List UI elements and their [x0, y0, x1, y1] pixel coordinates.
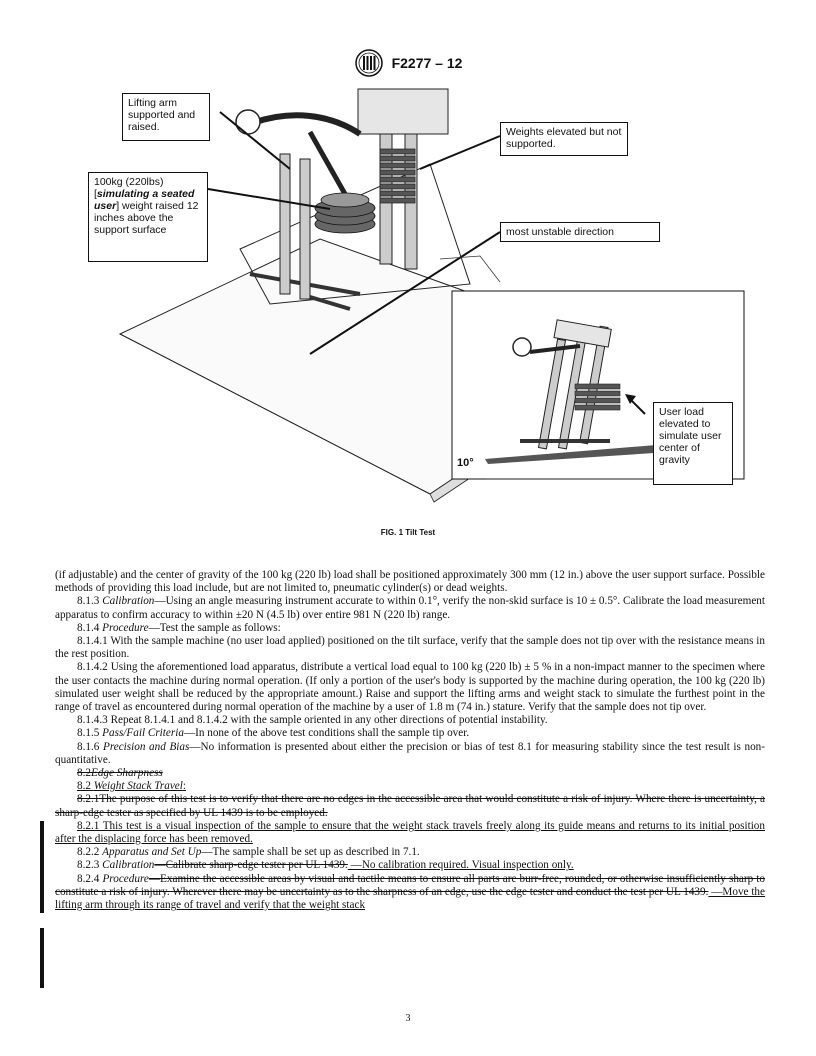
paragraph: 8.2.3 Calibration—Calibrate sharp-edge tester per UL 1439. —No calibration required. Visual inspection only. — [77, 859, 574, 872]
document-id: F2277 – 12 — [391, 55, 463, 71]
paragraph: 8.1.3 Calibration—Using an angle measuring instrument accurate to within 0.1°, verify the non-skid surface is 10 ± 0.5°. Calibrate the load measurement apparatus to confirm accuracy to within ±20 N (4.5 lb) over entire 981 N (220 lb) range. — [55, 595, 765, 621]
paragraph: 8.1.4.3 Repeat 8.1.4.1 and 8.1.4.2 with the sample oriented in any other directions of potential instability. — [77, 714, 548, 727]
page-header — [0, 48, 816, 83]
figure-caption: FIG. 1 Tilt Test — [380, 528, 436, 537]
page-number: 3 — [405, 1013, 411, 1024]
paragraph: 8.1.4.1 With the sample machine (no user load applied) positioned on the tilt surface, verify that the sample does not tip over with the resistance means in the rest position. — [55, 635, 765, 661]
deleted-heading: 8.2Edge Sharpness — [77, 767, 163, 780]
body-text — [55, 569, 765, 912]
callout-user-load: User load elevated to simulate user center of gravity — [653, 402, 733, 485]
astm-logo — [354, 48, 384, 78]
callout-weights: Weights elevated but not supported. — [500, 122, 628, 156]
paragraph: 8.2.4 Procedure—Examine the accessible areas by visual and tactile means to ensure all parts are burr-free, rounded, or otherwise insufficiently sharp to constitute a risk of injury. Wherever there may be uncertainty as to the sharpness of an edge, use the edge tester and conduct the test per UL 1439. —Move the lifting arm through its range of travel and verify that the weight stack — [55, 872, 766, 912]
tilt-test-figure — [94, 84, 750, 524]
paragraph: 8.2.2 Apparatus and Set Up—The sample shall be set up as described in 7.1. — [77, 846, 420, 859]
callout-load: 100kg (220lbs) [simulating a seated user] weight raised 12 inches above the support surface — [88, 172, 208, 262]
inserted-heading: 8.2 Weight Stack Travel: — [77, 780, 186, 793]
callout-lifting-arm: Lifting arm supported and raised. — [122, 93, 210, 141]
paragraph: (if adjustable) and the center of gravity of the 100 kg (220 lb) load shall be positioned approximately 300 mm (12 in.) above the user support surface. Possible methods of providing this load include, but are not limited to, pneumatic cylinder(s) or dead weights. — [55, 569, 765, 595]
change-bar — [40, 928, 44, 988]
paragraph: 8.1.4.2 Using the aforementioned load apparatus, distribute a vertical load equal to 100 kg (220 lb) ± 5 % in a non-impact manner to the specimen where the user contacts the machine during normal operation. (If only a portion of the user's body is supported by the machine during operation, the 100 kg (220 lb) simulated user weight shall be reduced by the appropriate amount.) Raise and support the lifting arms and weight stack to simulate the furthest point in the range of travel as encountered during normal operation of the machine by a user of 1.8 m (74 in.) stature. Verify that the sample does not tip over. — [55, 661, 765, 714]
paragraph: 8.1.6 Precision and Bias—No information is presented about either the precision or bias of test 8.1 for measuring stability since the test result is non-quantitative. — [55, 740, 765, 766]
paragraph: 8.1.5 Pass/Fail Criteria—In none of the above test conditions shall the sample tip over. — [77, 727, 470, 740]
paragraph: 8.1.4 Procedure—Test the sample as follows: — [77, 621, 281, 634]
callout-direction: most unstable direction — [500, 222, 660, 242]
change-bar — [40, 821, 44, 913]
deleted-paragraph: 8.2.1The purpose of this test is to verify that there are no edges in the accessible area that would constitute a risk of injury. Where there is uncertainty, a sharp-edge tester as specified by UL 1439 is to be employed. — [55, 793, 765, 819]
inserted-paragraph: 8.2.1 This test is a visual inspection of the sample to ensure that the weight stack travels freely along its guide means and returns to its initial position after the displacing force has been removed. — [55, 819, 765, 846]
angle-label: 10° — [457, 457, 474, 469]
